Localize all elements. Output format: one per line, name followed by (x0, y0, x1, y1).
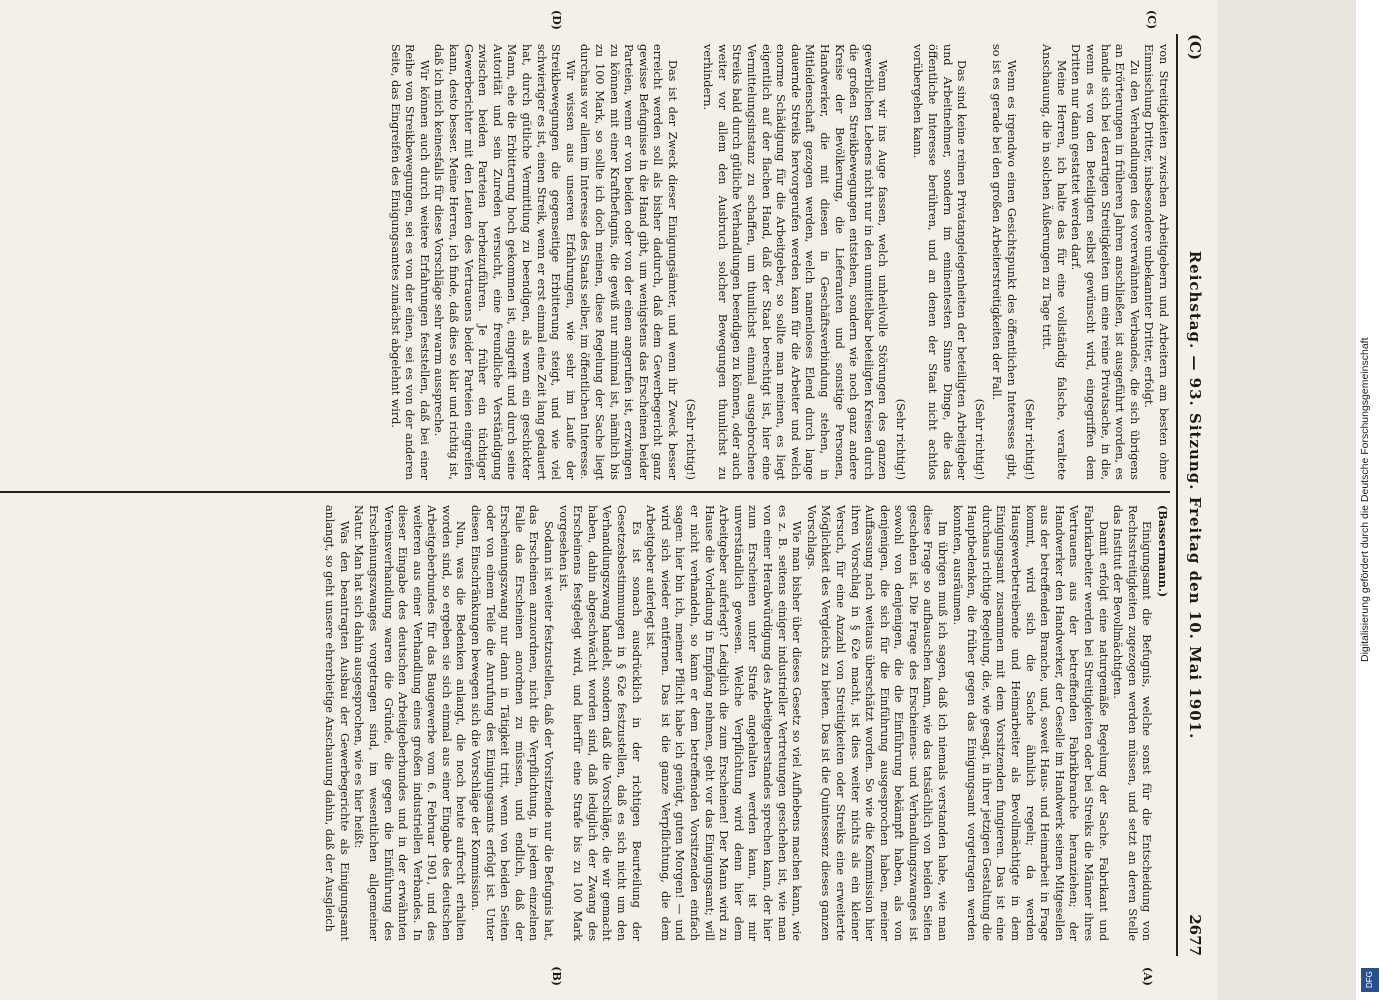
paragraph: Nun, was die Bedenken anlangt, die noch heute aufrecht erhalten worden sind, so ergeben sie sich einmal aus einer Eingabe des deutschen Arbeitgeberbundes für das Baugewerbe vom 6. Februar 1901, und des weiteren aus einer Verhandlung eines großen industriellen Verbandes. In dieser Eingabe des deutschen Arbeitgeberbundes und in der erwähnten Vereinsverhandlung waren die Gründe, die gegen die Einführung des Erscheinungszwanges vorgetragen sind, im wesentlichen allgemeiner Natur. Man hat sich dahin ausgesprochen, wie es hier heißt: (352, 505, 468, 941)
margin-marker-d: (D) (550, 10, 563, 30)
paragraph: Einigungsamt die Befugnis, welche sonst für die Entscheidung von Rechtsstreitigkeiten zugezogen werden müssen, und setzt an deren Stelle das Institut der Bevollmächtigten. (1111, 505, 1154, 941)
paragraph: Es ist sonach ausdrücklich in der richtigen Beurteilung der Gesetzesbestimmungen in § 62e festzustellen, daß es sich nicht um den Verhandlungszwang handelt, sondern daß die Vorschläge, die wir gemacht haben, dahin abgeschwächt worden sind, daß lediglich der Zwang des Erscheinens festgelegt wird, und hierfür eine Strafe bis zu 100 Mark vorgesehen ist. (556, 505, 643, 941)
dfg-logo-icon: DFG (1361, 968, 1379, 992)
margin-marker-b: (B) (550, 966, 563, 986)
paragraph: Zu den Verhandlungen des vorerwähnten Verbandes, die sich übrigens an Erörterungen in früheren Jahren anschließen, ist ausgeführt worden, es handle sich bei derartigen Streitigkeiten um eine reine Privatsache, in die, wenn es von den Beteiligten selbst gewünscht wird, eingegriffen dem Dritten nur dann gestattet werden darf. (1069, 44, 1141, 480)
running-header (1182, 34, 1204, 956)
paragraph: Das ist der Zweck dieser Einigungsämter, und wenn ihr Zweck besser erreicht werden soll als bisher dadurch, daß dem Gewerbegericht ganz gewisse Befugnisse in die Hand gibt, um wenigstens das Erscheinen beider Parteien, wenn er von beiden oder von der einen angerufen ist, erzwingen zu können mit einer Kraftbefugnis, die gewiß nur minimal ist, nämlich bis zu 100 Mark, so sollte ich doch meinen, diese Regelung der Sache liegt durchaus vor allem im Interesse des Staats selber, im öffentlichen Interesse. (578, 44, 679, 480)
paragraph: Wenn wir ins Auge fassen, welch unheilvolle Störungen des ganzen gewerblichen Lebens nicht nur in den unmittelbar beteiligten Kreisen durch die großen Streikbewegungen entstehen, sondern wie noch ganz andere Kreise der Bevölkerung, die Lieferanten und sonstige Personen, Handwerker, die mit diesen in Geschäftsverbindung stehen, in Mitleidenschaft gezogen werden, welch namenloses Elend durch lange dauernde Streiks hervorgerufen werden kann für die Arbeiter und welch enorme Schädigung für die Arbeitgeber, so sollte man meinen, es liegt eigentlich auf der flachen Hand, daß der Staat berechtigt ist, hier eine Vermittelungsinstanz zu schaffen, um thunlichst einmal ausgebrochene Streiks bald durch gütliche Verhandlungen beendigen zu können, oder auch weiter vor allem den Ausbruch solcher Bewegungen thunlichst zu verhindern. (701, 44, 890, 480)
paragraph: Damit erfolgt eine naturgemäße Regelung der Sache. Fabrikant und Fabrikarbeiter werden bei Streitigkeiten oder bei Streiks die Männer ihres Vertrauens aus der betreffenden Fabrikbranche heranziehen; der Handwerker den Handwerker, der Geselle im Handwerk seinen Mitgesellen aus der betreffenden Branche, und, soweit Haus- und Heimarbeit in Frage kommt, wird sich die Sache ähnlich regeln; da werden Hausgewerbetreibende und Heimarbeiter als Bevollmächtigte in dem Einigungsamt zusammen mit dem Vorsitzenden fungieren. Das ist eine durchaus richtige Regelung, die, wie gesagt, in ihrer jetzigen Gestaltung die Hauptbedenken, die früher gegen das Einigungsamt vorgetragen werden konnten, ausräumen. (950, 505, 1110, 941)
header-rule (1176, 34, 1178, 956)
speaker-name: (Bassermann.) (1156, 505, 1170, 598)
paragraph: Meine Herren, ich halte das für eine vollständig falsche, veraltete Anschauung, die in solchen Äußerungen zu Tage tritt. (1040, 44, 1068, 480)
margin-marker-c: (C) (1186, 34, 1204, 61)
paragraph: Im übrigen muß ich sagen, daß ich niemals verstanden habe, wie man diese Frage so aufbauschen kann, wie das tatsächlich von beiden Seiten geschehen ist. Die Frage des Erscheinens- und Verhandlungszwanges ist sowohl von denjenigen, die die Einführung bekämpft haben, als von denjenigen, die sich für die Einführung ausgesprochen haben, meiner Auffassung nach weitaus überschätzt worden. So wie die Kommission hier ihren Vorschlag in § 62e macht, ist dies weiter nichts als ein kleiner Versuch, für eine Anzahl von Streitigkeiten oder Streiks eine erweiterte Möglichkeit des Vergleichs zu bieten. Das ist die Quintessenz dieses ganzen Vorschlags. (804, 505, 950, 941)
interjection: (Sehr richtig!) (972, 398, 986, 480)
interjection: (Sehr richtig!) (893, 398, 907, 480)
paragraph: Wenn es irgendwo einen Gesichtspunkt des öffentlichen Interesses gibt, so ist es gerade bei den großen Arbeiterstreitigkeiten der Fall. (990, 44, 1019, 480)
page-number: 2677 (1186, 914, 1204, 956)
paragraph: Wir wissen aus unseren Erfahrungen, wie sehr im Laufe der Streikbewegungen die gegenseitige Erbitterung steigt, und wie viel schwieriger es ist, einen Streik, wenn er erst einmal eine Zeit lang gedauert hat, durch gütliche Vermittlung zu beendigen, als wenn ein geschickter Mann, ehe die Erbitterung hoch gekommen ist, eingreift und durch seine Autorität und sein Zureden versucht, eine freundliche Verständigung zwischen beiden Parteien herbeizuführen. Je früher ein tüchtiger Gewerberichter mit den Leuten des Vertrauens beider Parteien eingreifen kann, desto besser. Meine Herren, ich finde, daß dies so klar und richtig ist, daß ich mich keinesfalls für diese Vorschläge sehr warm ausspreche. (432, 44, 577, 480)
paragraph: Sodann ist weiter festzustellen, daß der Vorsitzende nur die Befugnis hat, das Erscheinen anzuordnen, nicht die Verpflichtung, in jedem einzelnen Falle das Erscheinen anordnen zu müssen, und endlich, daß der Erscheinungszwang nur dann in Tätigkeit tritt, wenn von beiden Seiten oder von einem Teile die Anrufung des Einigungsamts erfolgt ist. Unter diesen Einschränkungen bewegen sich die Vorschläge der Kommission. (469, 505, 556, 941)
page-header-title: Reichstag. — 93. Sitzung. Freitag den 10. Mai 1901. (1186, 250, 1204, 740)
paragraph: Wir können auch durch weitere Erfahrungen feststellen, daß bei einer Reihe von Streikbewegungen, sei es von der einen, sei es von der anderen Seite, das Eingreifen des Einigungsamtes zunächst abgelehnt wird. (388, 44, 431, 480)
interjection: (Sehr richtig!) (683, 398, 697, 480)
left-column (322, 505, 1170, 941)
quotation: Was den beantragten Ausbau der Gewerbegerichte als Einigungsamt anlangt, so geht unsere ehrerbietige Anschauung dahin, daß der Ausgleich (323, 505, 351, 941)
margin-marker-c2: (C) (1145, 10, 1158, 30)
paragraph: Das sind keine reinen Privatangelegenheiten der beteiligten Arbeitgeber und Arbeitnehmer, sondern im eminentesten Sinne Dinge, die das öffentliche Interesse berühren, und an denen der Staat nicht achtlos vorübergehen kann. (911, 44, 969, 480)
interjection: (Sehr richtig!) (1022, 398, 1036, 480)
paragraph: Wie man bisher über dieses Gesetz so viel Aufhebens machen kann, wie es z. B. seitens einiger industrieller Vertretungen geschehen ist, wie man von einer Herabwürdigung des Arbeitgeberstandes sprechen kann, der hier zum Erscheinen unter Strafe angehalten werden kann, ist mir unverständlich gewesen. Welche Verpflichtung wird denn hier dem Arbeitgeber auferlegt? Lediglich die zum Erscheinen! Der Mann wird zu Hause die Vorladung in Empfang nehmen, geht vor das Einigungsamt; will er nicht verhandeln, so kann er dem betreffenden Vorsitzenden einfach sagen: hier bin ich, meiner Pflicht habe ich genügt, guten Morgen! — und wird sich wieder entfernen. Das ist die ganze Verpflichtung, die dem Arbeitgeber auferlegt ist. (644, 505, 804, 941)
margin-marker-a: (A) (1141, 967, 1154, 986)
right-column (387, 44, 1170, 480)
funding-credit: Digitalisierung gefördert durch die Deutsche Forschungsgemeinschaft (1359, 337, 1371, 663)
column-divider (0, 491, 1170, 493)
paragraph: von Streitigkeiten zwischen Arbeitgebern und Arbeitern am besten ohne Einmischung Dritter, insbesondere unbekannter Dritter, erfolgt. (1142, 44, 1170, 480)
